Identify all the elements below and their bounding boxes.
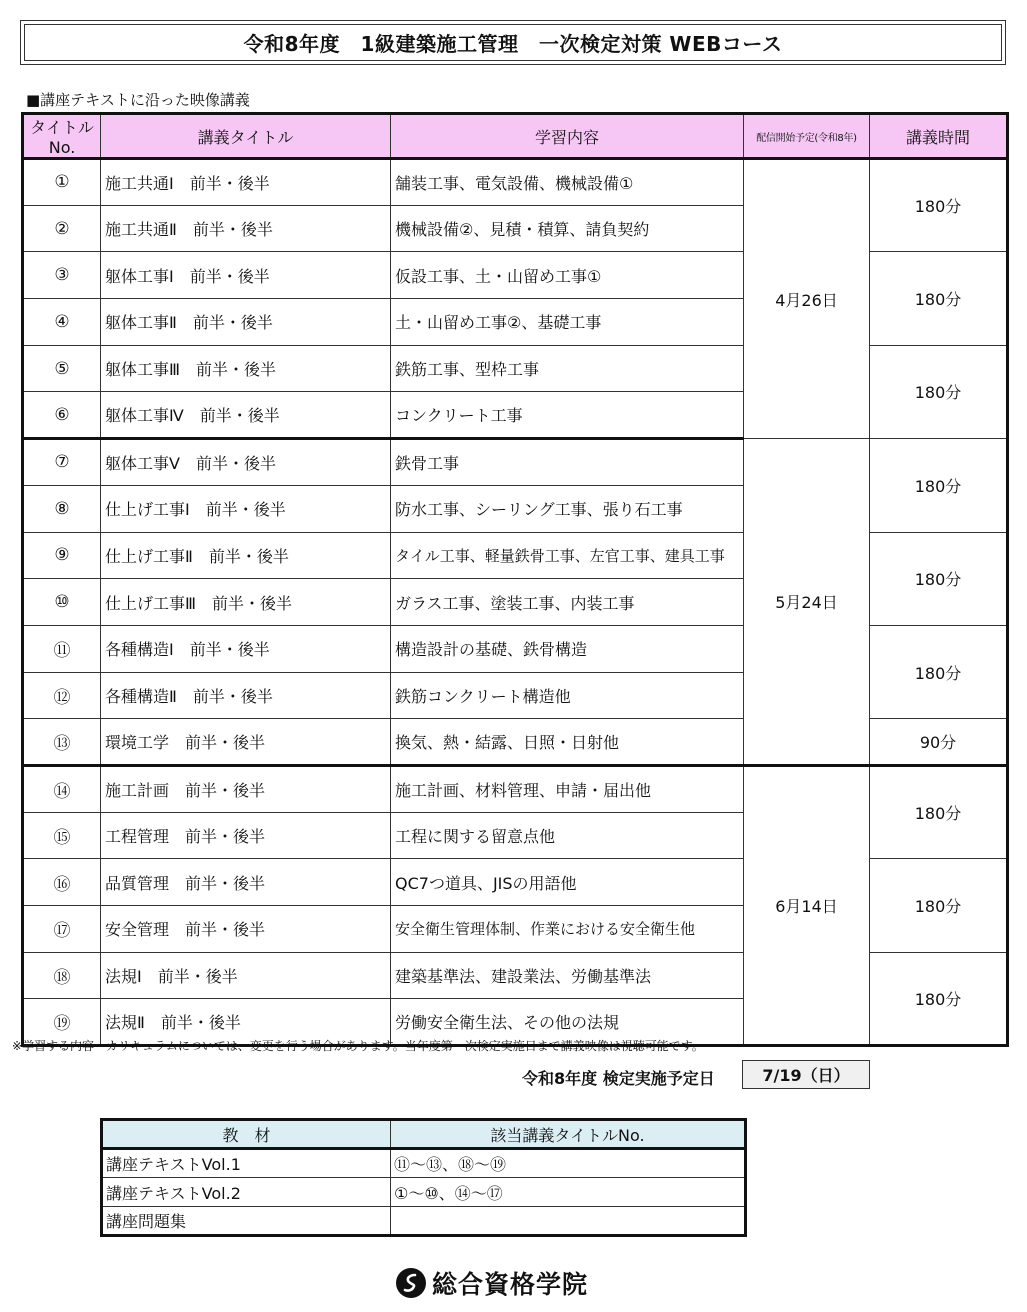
lecture-title: 工程管理 前半・後半: [101, 812, 391, 859]
lecture-content: 安全衛生管理体制、作業における安全衛生他: [391, 906, 744, 953]
duration: 180分: [870, 625, 1008, 718]
lecture-no: ⑲: [23, 999, 101, 1046]
lecture-no: ⑧: [23, 485, 101, 532]
duration: 90分: [870, 719, 1008, 766]
duration: 180分: [870, 952, 1008, 1045]
lecture-content: ガラス工事、塗装工事、内装工事: [391, 579, 744, 626]
lecture-content: 仮設工事、土・山留め工事①: [391, 252, 744, 299]
col-no: タイトルNo.: [23, 114, 101, 159]
lecture-content: 防水工事、シーリング工事、張り石工事: [391, 485, 744, 532]
lecture-title: 品質管理 前半・後半: [101, 859, 391, 906]
lecture-content: 建築基準法、建設業法、労働基準法: [391, 952, 744, 999]
lecture-no: ⑭: [23, 765, 101, 812]
lecture-title: 施工共通Ⅰ 前半・後半: [101, 159, 391, 206]
lecture-no: ⑮: [23, 812, 101, 859]
material-titles: ①～⑩、⑭～⑰: [391, 1178, 746, 1207]
lecture-no: ⑯: [23, 859, 101, 906]
page-title: 令和8年度 1級建築施工管理 一次検定対策 WEBコース: [24, 24, 1002, 61]
lecture-content: QC7つ道具、JISの用語他: [391, 859, 744, 906]
lecture-no: ⑦: [23, 439, 101, 486]
lecture-title: 各種構造Ⅰ 前半・後半: [101, 625, 391, 672]
lecture-content: 鉄骨工事: [391, 439, 744, 486]
duration: 180分: [870, 439, 1008, 532]
materials-table: [100, 1118, 747, 1237]
swirl-logo-icon: [396, 1268, 426, 1298]
lecture-title: 施工共通Ⅱ 前半・後半: [101, 205, 391, 252]
lecture-no: ⑥: [23, 392, 101, 439]
lecture-content: 舗装工事、電気設備、機械設備①: [391, 159, 744, 206]
lecture-title: 躯体工事Ⅱ 前半・後半: [101, 299, 391, 346]
lecture-title: 仕上げ工事Ⅰ 前半・後半: [101, 485, 391, 532]
lecture-title: 仕上げ工事Ⅲ 前半・後半: [101, 579, 391, 626]
lecture-no: ⑪: [23, 625, 101, 672]
duration: 180分: [870, 345, 1008, 438]
section-label: ■講座テキストに沿った映像講義: [26, 91, 250, 109]
table-row: [23, 159, 1008, 206]
lecture-title: 各種構造Ⅱ 前半・後半: [101, 672, 391, 719]
lecture-title: 環境工学 前半・後半: [101, 719, 391, 766]
material-name: 講座問題集: [102, 1207, 391, 1236]
material-titles: ⑪～⑬、⑱～⑲: [391, 1149, 746, 1178]
lecture-no: ②: [23, 205, 101, 252]
material-name: 講座テキストVol.1: [102, 1149, 391, 1178]
release-date: 5月24日: [744, 439, 870, 766]
table-row: [23, 765, 1008, 812]
lecture-content: コンクリート工事: [391, 392, 744, 439]
lecture-title: 躯体工事Ⅲ 前半・後半: [101, 345, 391, 392]
lecture-content: 施工計画、材料管理、申請・届出他: [391, 765, 744, 812]
lecture-content: 構造設計の基礎、鉄骨構造: [391, 625, 744, 672]
lecture-content: 鉄筋工事、型枠工事: [391, 345, 744, 392]
table-row: [102, 1207, 746, 1236]
lecture-no: ⑨: [23, 532, 101, 579]
duration: 180分: [870, 765, 1008, 858]
duration: 180分: [870, 532, 1008, 625]
col-title: 講義タイトル: [101, 114, 391, 159]
lecture-no: ⑫: [23, 672, 101, 719]
lecture-no: ⑬: [23, 719, 101, 766]
lecture-table: [21, 112, 1009, 1047]
col-release: 配信開始予定(令和8年): [744, 114, 870, 159]
col-duration: 講義時間: [870, 114, 1008, 159]
release-date: 6月14日: [744, 765, 870, 1045]
lecture-title: 施工計画 前半・後半: [101, 765, 391, 812]
table-row: [23, 439, 1008, 486]
lecture-no: ⑱: [23, 952, 101, 999]
duration: 180分: [870, 159, 1008, 252]
duration: 180分: [870, 252, 1008, 345]
lecture-no: ④: [23, 299, 101, 346]
lecture-title: 法規Ⅰ 前半・後半: [101, 952, 391, 999]
exam-date-value: 7/19（日）: [742, 1060, 870, 1089]
duration: 180分: [870, 859, 1008, 952]
materials-header: [102, 1120, 746, 1149]
lecture-no: ③: [23, 252, 101, 299]
lecture-content: タイル工事、軽量鉄骨工事、左官工事、建具工事: [391, 532, 744, 579]
title-box: [20, 20, 1006, 65]
lecture-no: ⑰: [23, 906, 101, 953]
brand-logo: [396, 1266, 588, 1300]
lecture-content: 工程に関する留意点他: [391, 812, 744, 859]
exam-date-label: 令和8年度 検定実施予定日: [522, 1069, 715, 1088]
lecture-title: 躯体工事Ⅳ 前半・後半: [101, 392, 391, 439]
lecture-content: 労働安全衛生法、その他の法規: [391, 999, 744, 1046]
brand-name: 総合資格学院: [432, 1270, 589, 1299]
lecture-content: 鉄筋コンクリート構造他: [391, 672, 744, 719]
lecture-table-header: [23, 114, 1008, 159]
table-row: [102, 1178, 746, 1207]
lecture-content: 土・山留め工事②、基礎工事: [391, 299, 744, 346]
lecture-no: ⑤: [23, 345, 101, 392]
lecture-content: 機械設備②、見積・積算、請負契約: [391, 205, 744, 252]
lecture-no: ⑩: [23, 579, 101, 626]
col-material: 教 材: [102, 1120, 391, 1149]
lecture-title: 仕上げ工事Ⅱ 前半・後半: [101, 532, 391, 579]
lecture-title: 安全管理 前半・後半: [101, 906, 391, 953]
disclaimer-note: ※学習する内容・カリキュラムについては、変更を行う場合があります。当年度第一次検定実施日まで講義映像は視聴可能です。: [12, 1039, 704, 1053]
material-titles: [391, 1207, 746, 1236]
lecture-no: ①: [23, 159, 101, 206]
table-row: [102, 1149, 746, 1178]
lecture-title: 法規Ⅱ 前半・後半: [101, 999, 391, 1046]
col-related-titles: 該当講義タイトルNo.: [391, 1120, 746, 1149]
lecture-title: 躯体工事Ⅰ 前半・後半: [101, 252, 391, 299]
lecture-content: 換気、熱・結露、日照・日射他: [391, 719, 744, 766]
release-date: 4月26日: [744, 159, 870, 439]
material-name: 講座テキストVol.2: [102, 1178, 391, 1207]
col-content: 学習内容: [391, 114, 744, 159]
lecture-title: 躯体工事Ⅴ 前半・後半: [101, 439, 391, 486]
